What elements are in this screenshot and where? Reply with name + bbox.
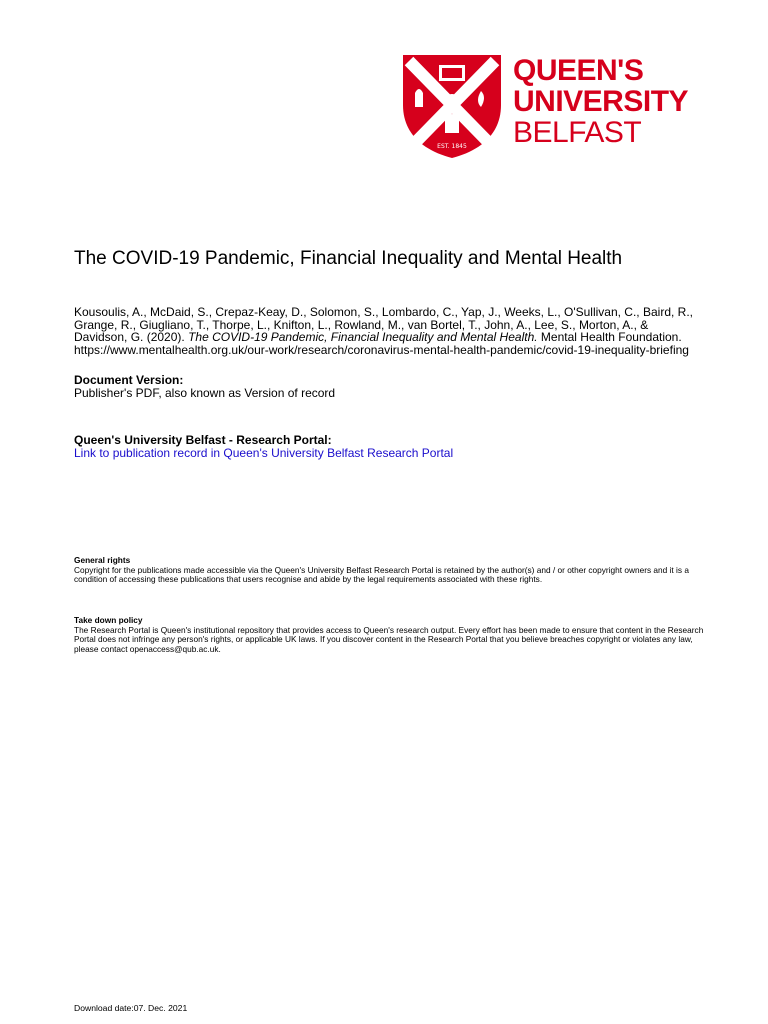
research-portal-section: [74, 434, 453, 459]
take-down-section: [74, 616, 714, 654]
wordmark-line-2: UNIVERSITY: [513, 85, 689, 118]
citation: [74, 306, 704, 356]
research-portal-heading: Queen's University Belfast - Research Portal:: [74, 433, 332, 447]
take-down-text: The Research Portal is Queen's institutional repository that provides access to Queen's research output. Every effort has been made to ensure that content in the Research Portal does not infringe any person's rights, or applicable UK laws. If you discover content in the Research Portal that you believe breaches copyright or violates any law, please contact openaccess@qub.ac.uk.: [74, 624, 704, 654]
general-rights-heading: General rights: [74, 555, 131, 565]
document-title: The COVID-19 Pandemic, Financial Inequality and Mental Health: [74, 248, 623, 269]
shield-crest-icon: [401, 53, 503, 159]
wordmark-line-3: BELFAST: [513, 116, 642, 149]
est-text: EST. 1845: [437, 143, 467, 150]
general-rights-text: Copyright for the publications made accessible via the Queen's University Belfast Research Portal is retained by the author(s) and / or other copyright owners and it is a condition of accessing these publications that users recognise and abide by the legal requirements associated with these rights.: [74, 564, 689, 585]
take-down-heading: Take down policy: [74, 615, 143, 625]
citation-authors: Kousoulis, A., McDaid, S., Crepaz-Keay, D., Solomon, S., Lombardo, C., Yap, J., Weeks, L., O'Sullivan, C., Baird, R., Grange, R., Giugliano, T., Thorpe, L., Knifton, L., Rowland, M., van Bortel, T., John, A., Lee, S., Morton, A., & Davidson, G. (2020).: [74, 305, 693, 344]
citation-work-title: The COVID-19 Pandemic, Financial Inequality and Mental Health.: [188, 330, 538, 344]
university-logo: [401, 53, 721, 163]
wordmark-line-1: QUEEN'S: [513, 54, 644, 87]
citation-publisher-url: Mental Health Foundation. https://www.mentalhealth.org.uk/our-work/research/coronavirus-mental-health-pandemic/covid-19-inequality-briefing: [74, 330, 689, 357]
university-wordmark: [513, 55, 688, 148]
publication-record-link[interactable]: Link to publication record in Queen's University Belfast Research Portal: [74, 445, 454, 460]
document-version-heading: Document Version:: [74, 373, 184, 387]
general-rights-section: [74, 556, 714, 585]
download-date: Download date:07. Dec. 2021: [74, 1003, 188, 1013]
document-version-section: [74, 374, 335, 399]
document-version-value: Publisher's PDF, also known as Version of record: [74, 385, 336, 400]
